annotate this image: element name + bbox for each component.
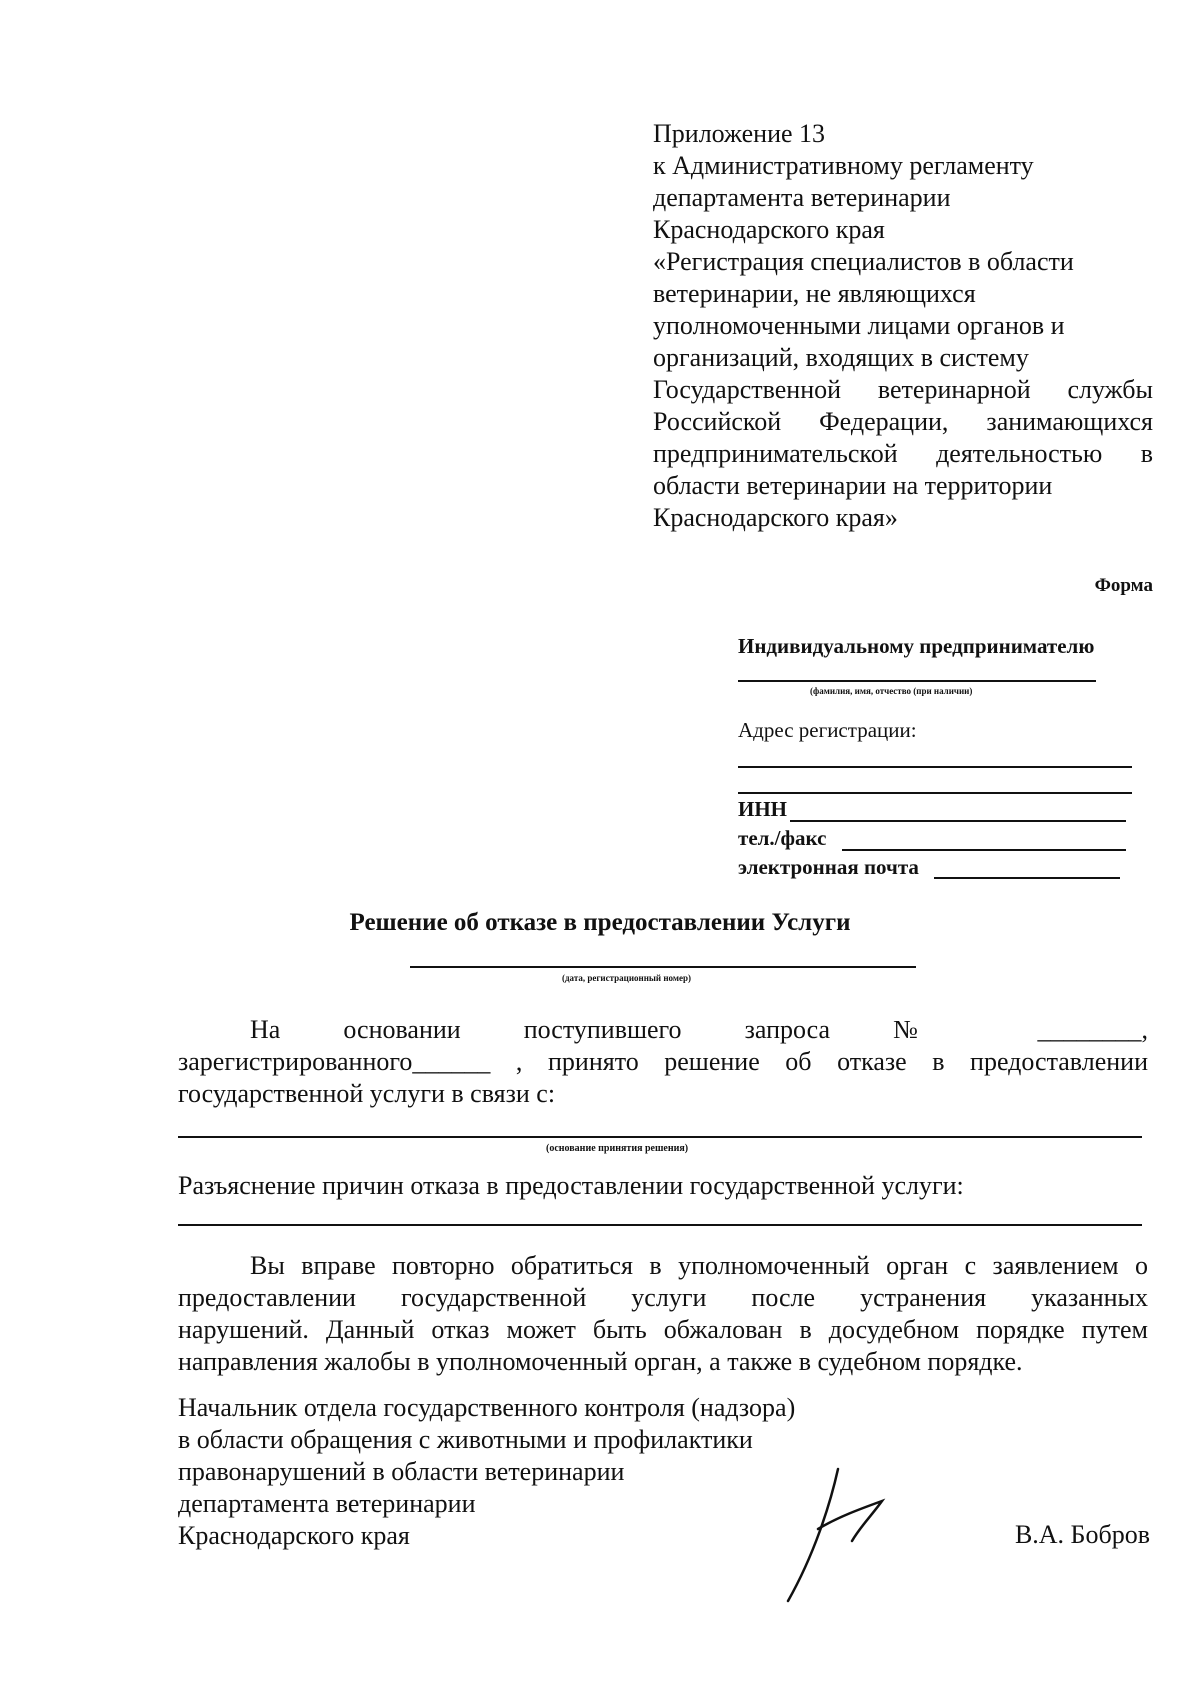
phone-label: тел./факс	[738, 826, 827, 850]
request-word: ________,	[1037, 1015, 1148, 1044]
appendix-line: уполномоченными лицами органов и	[653, 311, 1065, 340]
appendix-line: Российской Федерации, занимающихся	[653, 407, 1153, 436]
explanation-label: Разъяснение причин отказа в предоставлении государственной услуги:	[178, 1171, 964, 1200]
request-word: На	[250, 1015, 281, 1044]
appendix-line: департамента ветеринарии	[653, 183, 951, 212]
address-line-1	[738, 766, 1132, 768]
notice-paragraph	[178, 1250, 1148, 1378]
recipient-label: Индивидуальному предпринимателю	[738, 634, 1095, 658]
signatory-line: Краснодарского края	[178, 1521, 410, 1550]
appendix-line: «Регистрация специалистов в области	[653, 247, 1074, 276]
address-label: Адрес регистрации:	[738, 718, 917, 742]
signatory-name: В.А. Бобров	[1014, 1520, 1150, 1549]
request-word: запроса	[744, 1015, 831, 1044]
signatory-position	[178, 1392, 795, 1552]
signatory-line: Начальник отдела государственного контроля (надзора)	[178, 1393, 796, 1422]
notice-row: направления жалобы в уполномоченный орган, а также в судебном порядке.	[178, 1347, 1023, 1376]
request-row-2: зарегистрированного______ , принято решение об отказе в предоставлении	[178, 1047, 1148, 1076]
basis-line	[178, 1136, 1142, 1138]
explanation-paragraph	[178, 1170, 1148, 1202]
notice-row: предоставлении государственной услуги после устранения указанных	[178, 1283, 1148, 1312]
request-row-3: государственной услуги в связи с:	[178, 1079, 556, 1108]
appendix-header	[653, 118, 1153, 534]
phone-line	[842, 849, 1126, 851]
appendix-line: организаций, входящих в систему	[653, 343, 1029, 372]
signatory-line: в области обращения с животными и профилактики	[178, 1425, 753, 1454]
signatory-line: департамента ветеринарии	[178, 1489, 476, 1518]
appendix-line: Краснодарского края»	[653, 503, 898, 532]
date-line	[410, 966, 916, 968]
request-word: поступившего	[523, 1015, 682, 1044]
notice-row: нарушений. Данный отказ может быть обжалован в досудебном порядке путем	[178, 1315, 1148, 1344]
email-line	[934, 877, 1120, 879]
address-line-2	[738, 792, 1132, 794]
handwritten-signature	[780, 1465, 910, 1605]
notice-row: Вы вправе повторно обратиться в уполномоченный орган с заявлением о	[250, 1251, 1148, 1280]
appendix-line: предпринимательской деятельностью в	[653, 439, 1153, 468]
appendix-line: к Административному регламенту	[653, 151, 1034, 180]
request-paragraph	[178, 1014, 1148, 1110]
document-title: Решение об отказе в предоставлении Услуги	[349, 909, 851, 936]
request-word: №	[893, 1015, 975, 1044]
appendix-line: ветеринарии, не являющихся	[653, 279, 976, 308]
appendix-line: Краснодарского края	[653, 215, 885, 244]
basis-caption: (основание принятия решения)	[546, 1143, 689, 1154]
request-word: основании	[343, 1015, 461, 1044]
appendix-line: Приложение 13	[653, 119, 826, 148]
explanation-line	[178, 1224, 1142, 1226]
name-caption: (фамилия, имя, отчество (при наличии)	[810, 686, 973, 696]
date-caption: (дата, регистрационный номер)	[562, 973, 691, 983]
form-label: Форма	[1094, 575, 1153, 596]
name-line	[738, 680, 1096, 682]
appendix-line: области ветеринарии на территории	[653, 471, 1053, 500]
email-label: электронная почта	[738, 855, 919, 879]
inn-label: ИНН	[738, 797, 788, 821]
signatory-line: правонарушений в области ветеринарии	[178, 1457, 625, 1486]
inn-line	[790, 820, 1126, 822]
request-row-1	[178, 1014, 1148, 1046]
appendix-line: Государственной ветеринарной службы	[653, 375, 1153, 404]
